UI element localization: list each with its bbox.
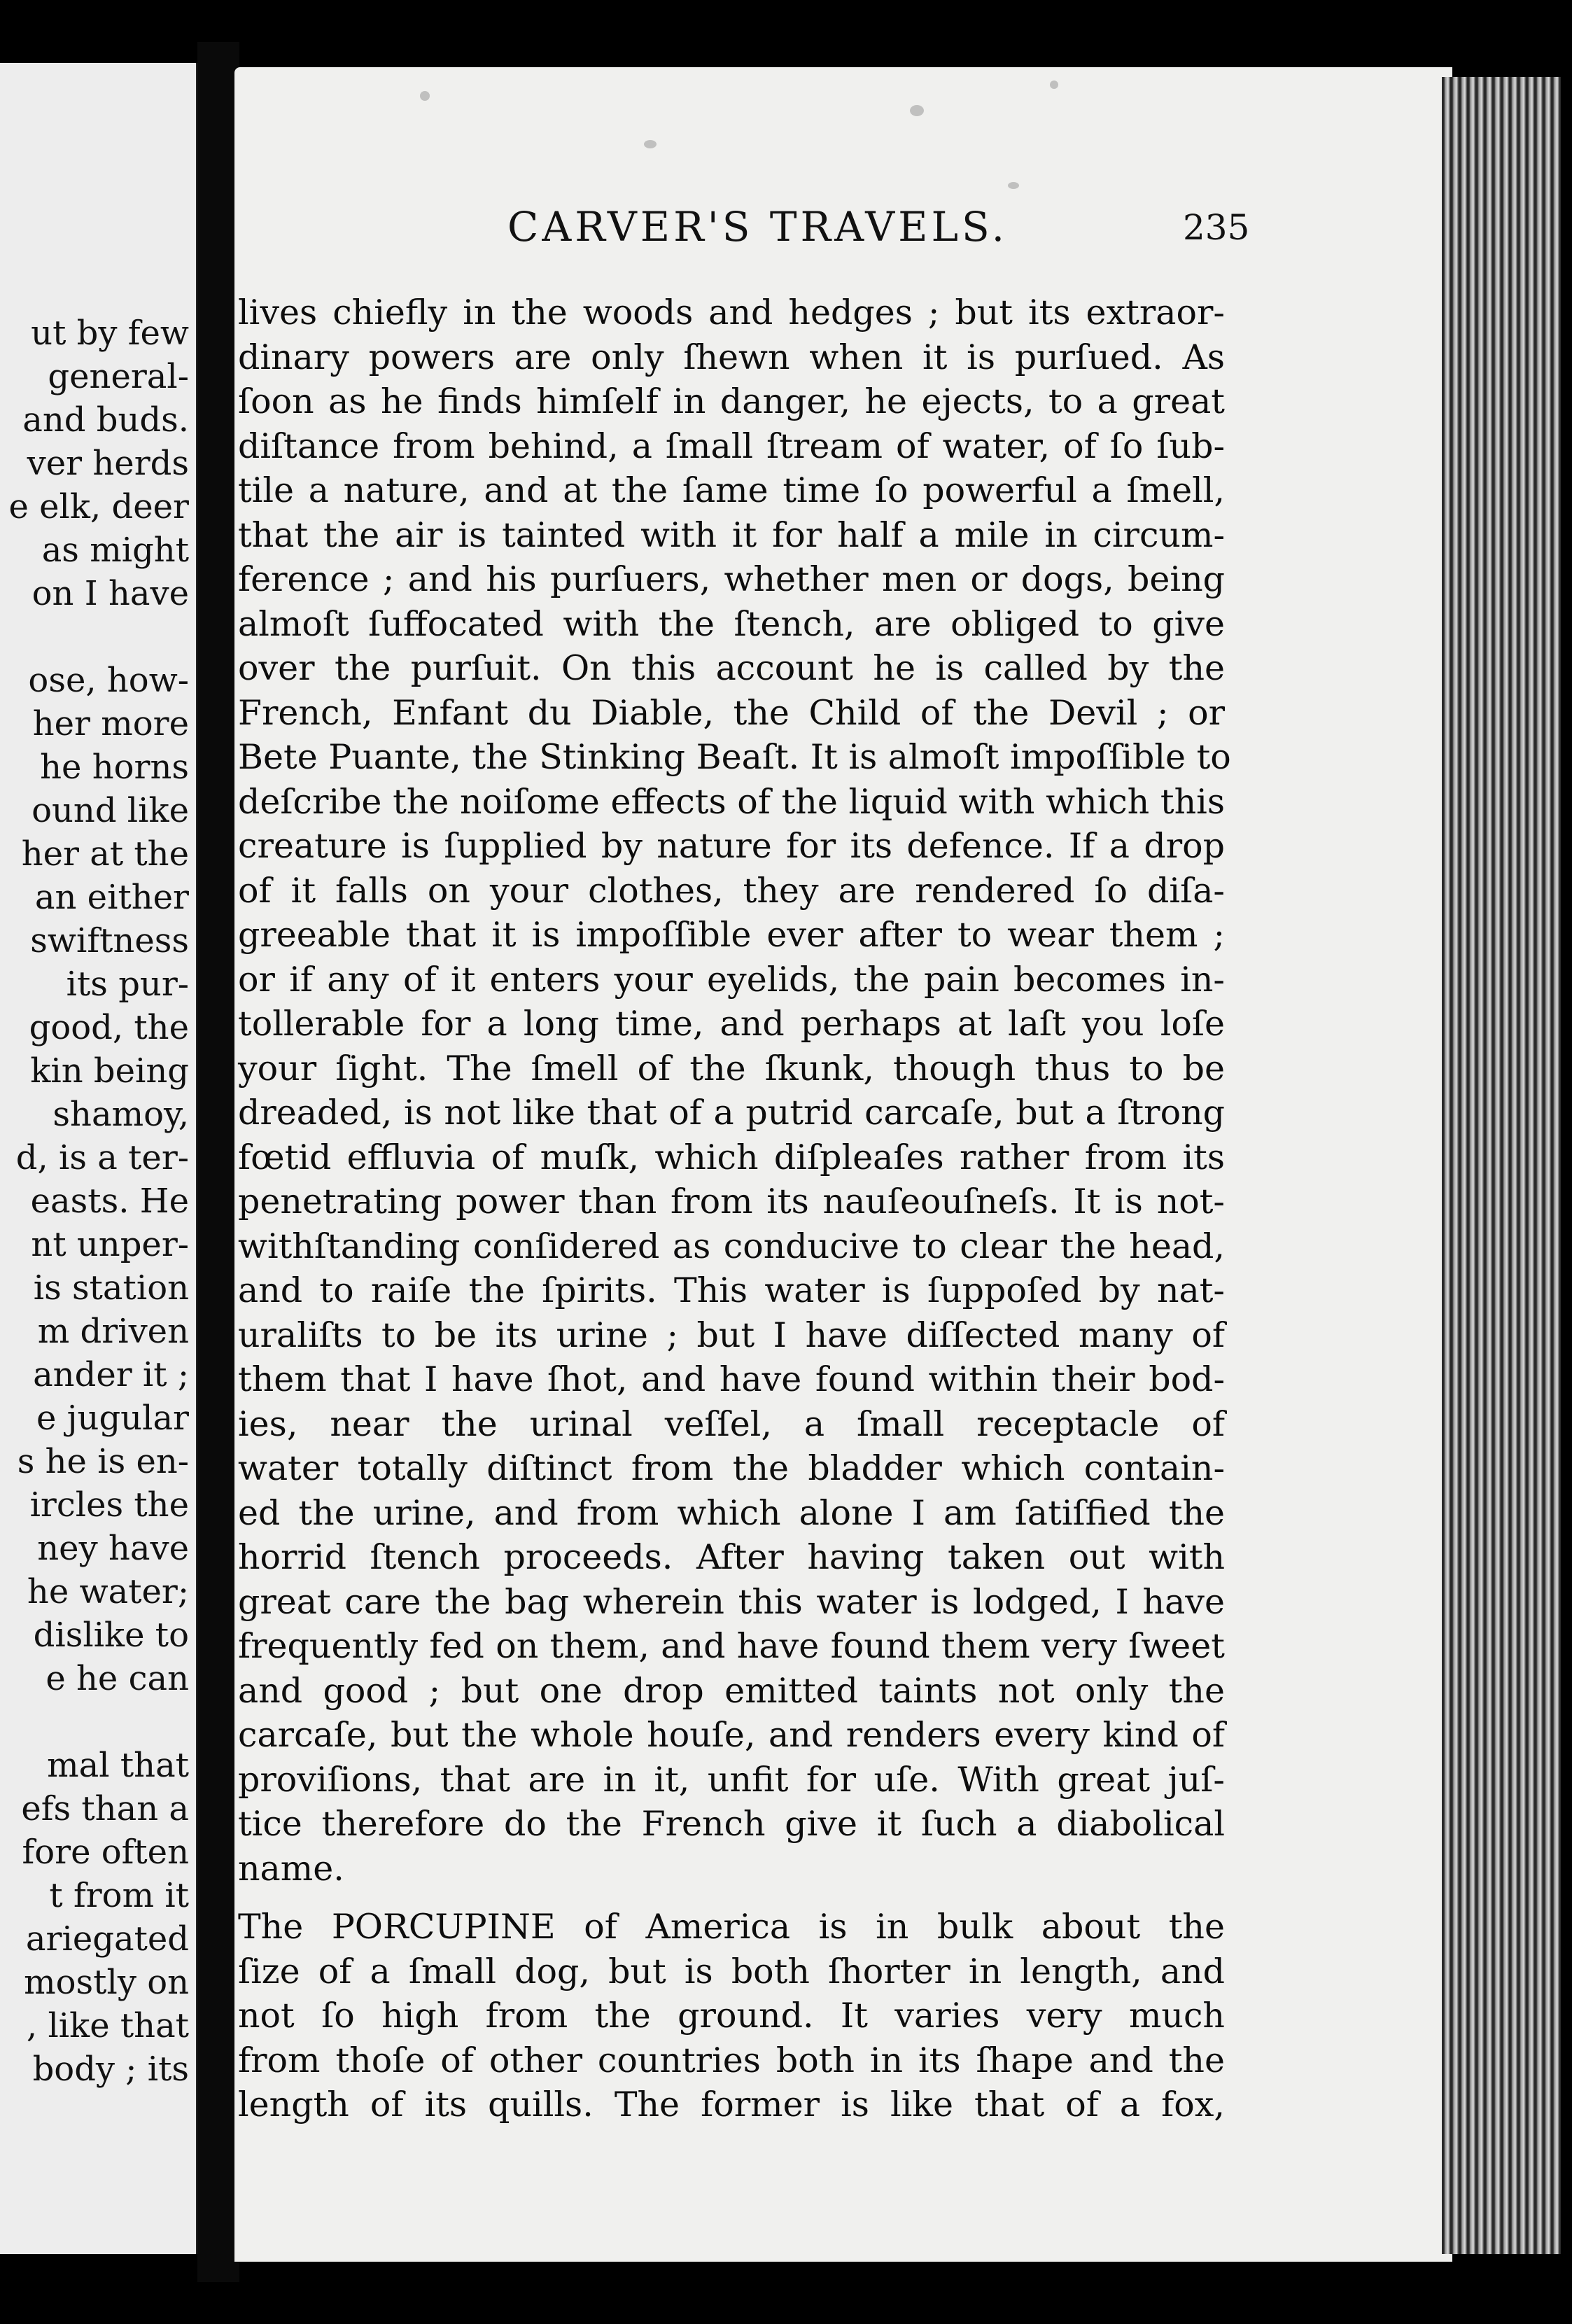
text-line: ed the urine, and from which alone I am ſatiſfied the [238,1492,1225,1533]
text-line: ſize of a ſmall dog, but is both ſhorter in length, and [238,1951,1225,1991]
text-line: of it falls on your clothes, they are rendered ſo diſa- [238,870,1225,911]
left-page-line: on I have [31,574,189,613]
text-line: over the purſuit. On this account he is called by the [238,648,1225,688]
left-page-line: its pur- [66,965,189,1004]
running-head: CARVER'S TRAVELS. [507,203,1009,251]
left-page-line: easts. He [30,1182,189,1221]
text-line: creature is ſupplied by nature for its defence. If a drop [238,826,1225,866]
left-page-line: ariegated [25,1919,189,1959]
left-page-line: her at the [21,834,189,874]
text-line: your ſight. The ſmell of the ſkunk, though thus to be [238,1048,1225,1088]
left-page-line: swiftness [30,921,189,960]
left-page-line: as might [41,531,189,570]
text-line: tile a nature, and at the ſame time ſo powerful a ſmell, [238,470,1225,510]
left-page-line: ut by few [31,314,189,353]
text-line: diſtance from behind, a ſmall ſtream of water, of ſo ſub- [238,426,1225,466]
text-line: water totally diſtinct from the bladder which contain- [238,1448,1225,1488]
left-page-line: mostly on [24,1963,189,2002]
left-page-line: general- [48,357,189,396]
left-page-line: t from it [49,1876,189,1915]
left-page-line: e elk, deer [8,487,189,526]
left-page-line: ver herds [27,444,189,483]
left-page-line: is station [33,1268,189,1308]
text-line: and to raiſe the ſpirits. This water is ſuppoſed by nat- [238,1270,1225,1310]
text-line: length of its quills. The former is like that of a fox, [238,2085,1225,2124]
paper-speck [1008,182,1019,189]
text-line: or if any of it enters your eyelids, the pain becomes in- [238,959,1225,1000]
left-page-line: , like that [26,2006,189,2045]
text-line: almoſt ſuffocated with the ſtench, are obliged to give [238,603,1225,644]
paper-speck [644,140,657,148]
left-page-line: ound like [31,791,189,830]
left-page-line: e he can [45,1659,189,1698]
text-line: ies, near the urinal veſſel, a ſmall receptacle of [238,1404,1225,1444]
left-page-line: ircles the [29,1485,189,1525]
previous-page-fragment [0,63,199,2254]
text-line: great care the bag wherein this water is lodged, I have [238,1581,1225,1622]
text-line: French, Enfant du Diable, the Child of the Devil ; or [238,692,1225,733]
left-page-line: her more [32,704,189,743]
book-gutter [197,42,239,2282]
left-page-line: ander it ; [33,1355,189,1394]
left-page-line: m driven [37,1312,189,1351]
text-line: ſoon as he finds himſelf in danger, he ejects, to a great [238,382,1225,421]
left-page-line: he water; [27,1572,189,1611]
text-line: The PORCUPINE of America is in bulk about the [238,1907,1225,1947]
page-edges [1442,77,1561,2254]
text-line: greeable that it is impoſſible ever after to wear them ; [238,915,1225,955]
text-line: that the air is tainted with it for half a mile in circum- [238,514,1225,555]
text-line: not ſo high from the ground. It varies very much [238,1996,1225,2036]
left-page-line: efs than a [21,1789,189,1828]
paragraph-gap [238,1891,1225,1905]
paper-speck [420,91,430,101]
text-line: them that I have ſhot, and have found within their bod- [238,1359,1225,1399]
left-page-line: he horns [40,748,189,787]
text-line: carcaſe, but the whole houſe, and renders every kind of [238,1715,1225,1755]
text-line: uraliſts to be its urine ; but I have diſſected many of [238,1315,1225,1355]
left-page-line: dislike to [33,1616,189,1655]
left-page-line: d, is a ter- [15,1138,189,1177]
text-line: dinary powers are only ſhewn when it is purſued. As [238,337,1225,377]
text-line: withſtanding conſidered as conducive to clear the head, [238,1226,1225,1266]
paragraph-porcupine [238,1905,1225,2127]
text-line: and good ; but one drop emitted taints not only the [238,1670,1225,1711]
paper-speck [1050,80,1058,89]
left-page-line: mal that [47,1746,189,1785]
left-page-line: fore often [22,1833,189,1872]
left-page-line: an either [34,878,189,917]
text-line: fœtid effluvia of muſk, which diſpleaſes rather from its [238,1137,1225,1177]
page-number: 235 [1183,207,1250,248]
text-line: tice therefore do the French give it ſuch a diabolical [238,1804,1225,1844]
left-page-line: body ; its [32,2050,189,2089]
text-line: frequently fed on them, and have found them very ſweet [238,1626,1225,1666]
left-page-line: s he is en- [17,1442,189,1481]
left-page-line: shamoy, [52,1095,189,1134]
body-text [238,290,1231,2127]
text-line: from thoſe of other countries both in its ſhape and the [238,2040,1225,2080]
text-line: deſcribe the noiſome effects of the liquid with which this [238,781,1225,822]
text-line: Bete Puante, the Stinking Beaſt. It is almoſt impoſſible to [238,737,1231,777]
left-page-line: and buds. [22,400,189,440]
text-line: tollerable for a long time, and perhaps at laſt you loſe [238,1004,1225,1044]
paper-speck [910,105,924,116]
paragraph-skunk [238,290,1231,1891]
text-line: name. [238,1848,344,1889]
left-page-line: e jugular [36,1399,189,1438]
text-line: lives chiefly in the woods and hedges ; but its extraor- [238,293,1225,332]
text-line: penetrating power than from its nauſeouſneſs. It is not- [238,1182,1225,1222]
text-line: dreaded, is not like that of a putrid carcaſe, but a ſtrong [238,1093,1225,1133]
left-page-line: nt unper- [31,1225,189,1264]
left-page-line: kin being [30,1051,189,1091]
left-page-line: ose, how- [28,661,189,700]
text-line: proviſions, that are in it, unfit for uſe. With great juſ- [238,1759,1225,1800]
left-page-line: ney have [37,1529,189,1568]
text-line: ference ; and his purſuers, whether men or dogs, being [238,559,1225,599]
text-line: horrid ſtench proceeds. After having taken out with [238,1537,1225,1577]
left-page-line: good, the [29,1008,189,1047]
